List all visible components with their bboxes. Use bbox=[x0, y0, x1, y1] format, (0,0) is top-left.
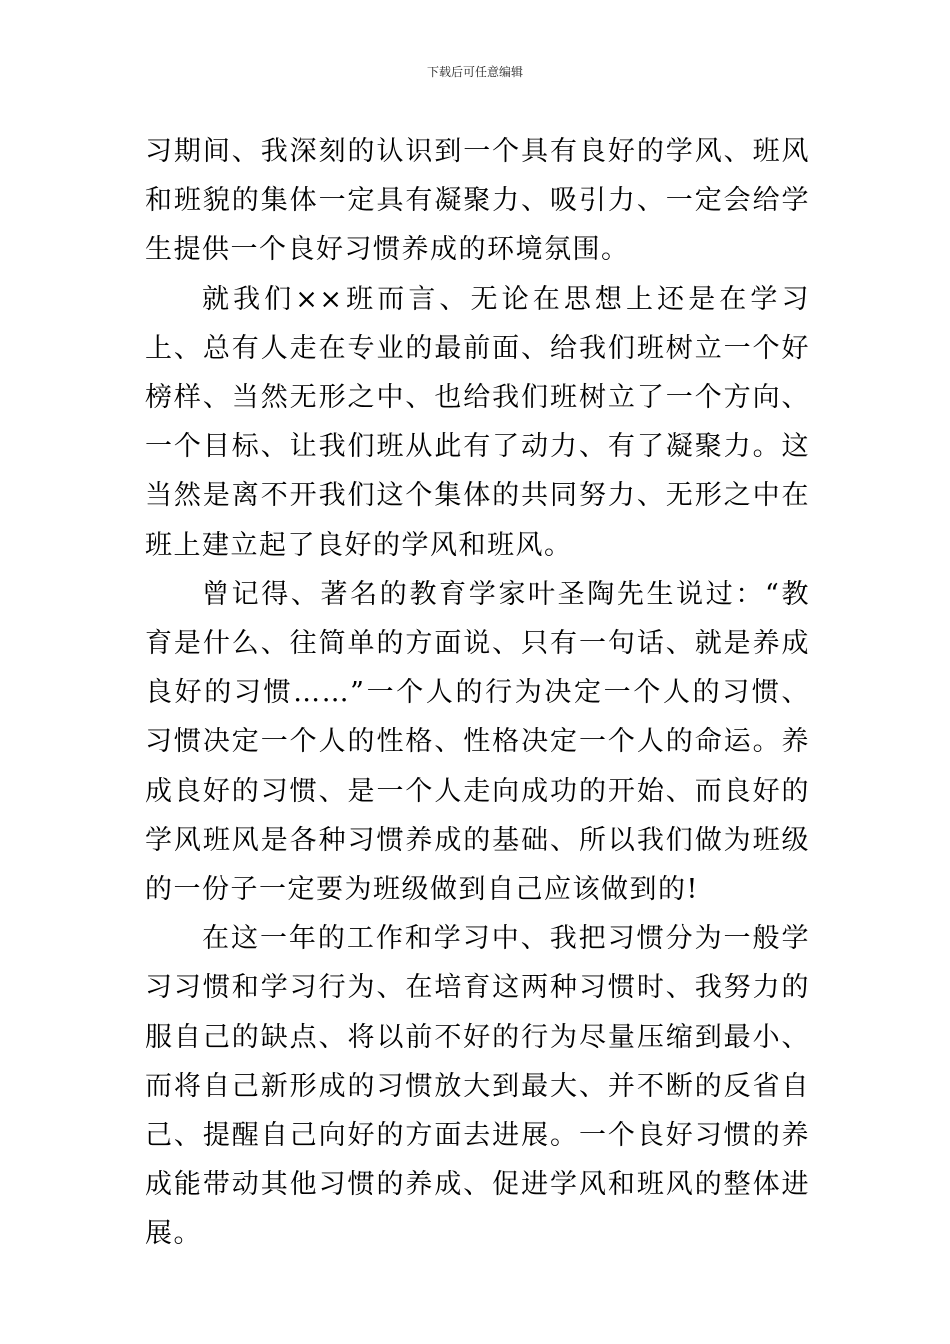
document-body bbox=[145, 127, 810, 1259]
paragraph-2: 就我们××班而言、无论在思想上还是在学习上、总有人走在专业的最前面、给我们班树立一个好榜样、当然无形之中、也给我们班树立了一个方向、一个目标、让我们班从此有了动力、有了凝聚力。这当然是离不开我们这个集体的共同努力、无形之中在班上建立起了良好的学风和班风。 bbox=[145, 283, 810, 561]
paragraph-4: 在这一年的工作和学习中、我把习惯分为一般学习习惯和学习行为、在培育这两种习惯时、我努力的服自己的缺点、将以前不好的行为尽量压缩到最小、而将自己新形成的习惯放大到最大、并不断的反省自己、提醒自己向好的方面去进展。一个良好习惯的养成能带动其他习惯的养成、促进学风和班风的整体进展。 bbox=[145, 923, 810, 1250]
page-header: 下载后可任意编辑 bbox=[426, 65, 523, 79]
paragraph-1: 习期间、我深刻的认识到一个具有良好的学风、班风和班貌的集体一定具有凝聚力、吸引力、一定会给学生提供一个良好习惯养成的环境氛围。 bbox=[145, 136, 810, 266]
paragraph-3: 曾记得、著名的教育学家叶圣陶先生说过：“教育是什么、往简单的方面说、只有一句话、就是养成良好的习惯……”一个人的行为决定一个人的习惯、习惯决定一个人的性格、性格决定一个人的命运。养成良好的习惯、是一个人走向成功的开始、而良好的学风班风是各种习惯养成的基础、所以我们做为班级的一份子一定要为班级做到自己应该做到的! bbox=[145, 578, 810, 906]
